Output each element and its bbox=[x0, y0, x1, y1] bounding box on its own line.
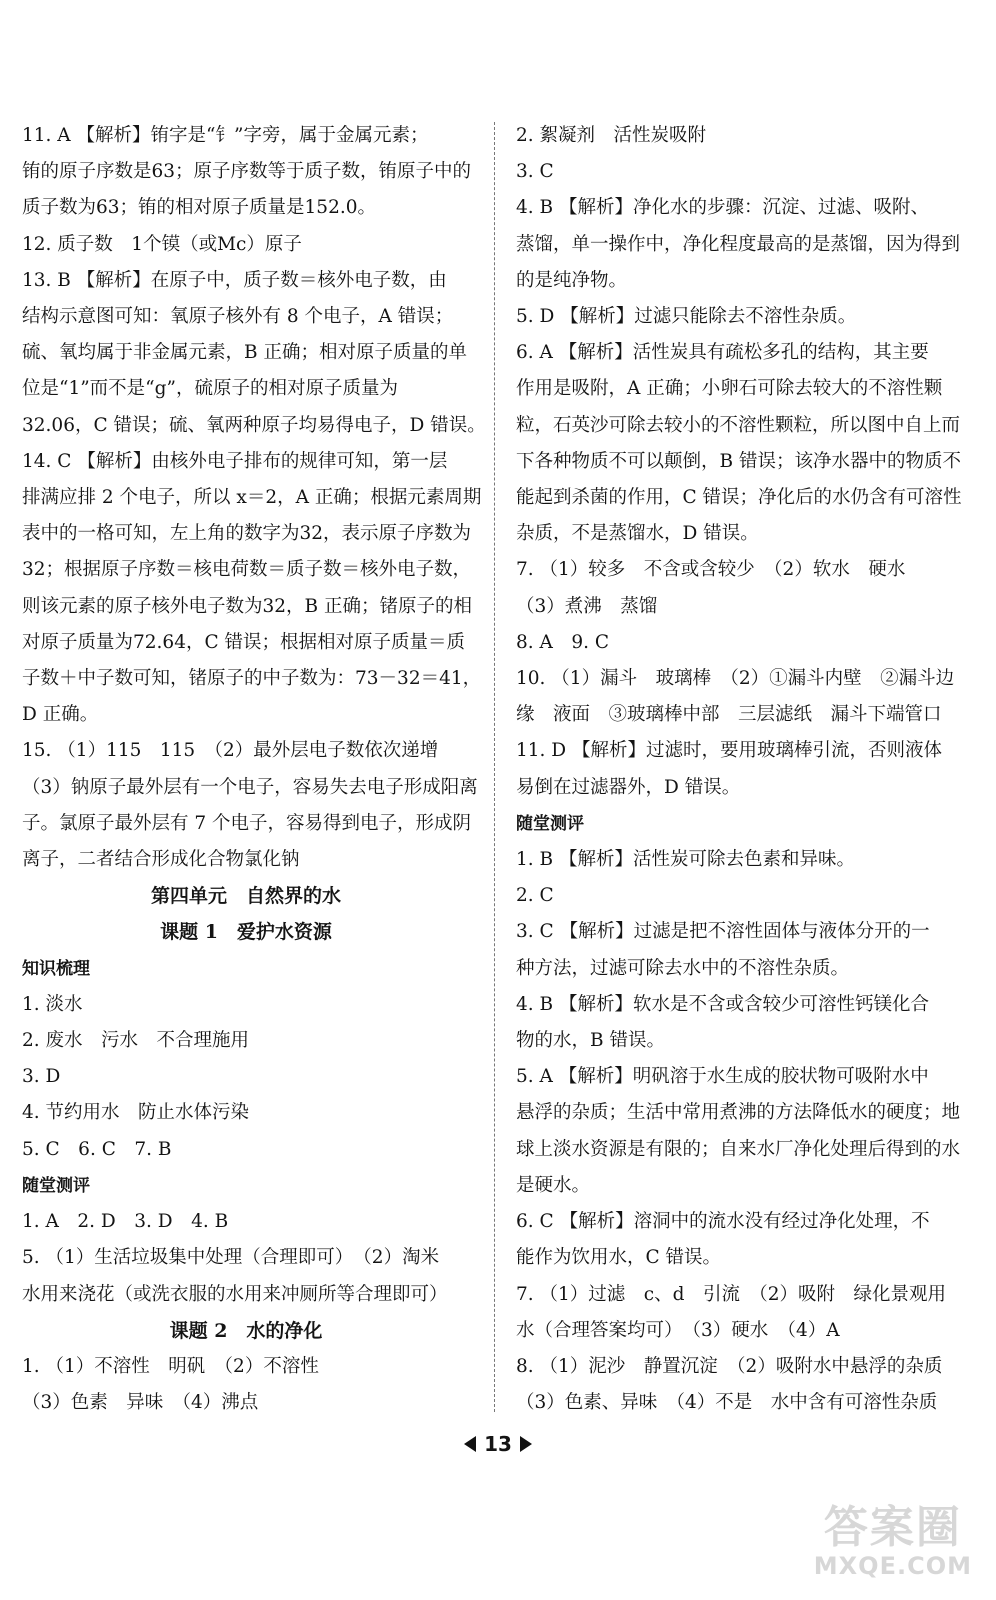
text-line: 3. D bbox=[22, 1066, 61, 1088]
text-line: 4. B 【解析】软水是不含或含较少可溶性钙镁化合 bbox=[516, 993, 930, 1015]
left-answers bbox=[22, 118, 486, 878]
right-quiz-answers bbox=[516, 842, 976, 1421]
unit-title: 第四单元 自然界的水 bbox=[150, 885, 341, 908]
text-line: 5. （1）生活垃圾集中处理（合理即可） （2）淘米 bbox=[22, 1247, 440, 1269]
right-quiz-heading: 随堂测评 bbox=[516, 813, 584, 834]
text-line: 缘 液面 ③玻璃棒中部 三层滤纸 漏斗下端管口 bbox=[516, 704, 942, 726]
text-line: D 正确。 bbox=[22, 704, 99, 726]
text-line: 对原子质量为72.64，C 错误；根据相对原子质量＝质 bbox=[22, 631, 465, 653]
text-line: （3）色素 异味 （4）沸点 bbox=[22, 1392, 259, 1414]
text-line: 11. D 【解析】过滤时，要用玻璃棒引流，否则液体 bbox=[516, 740, 943, 762]
right-answers bbox=[516, 118, 976, 806]
lesson2-answers bbox=[22, 1349, 470, 1421]
text-line: 作用是吸附，A 正确；小卵石可除去较大的不溶性颗 bbox=[516, 378, 943, 400]
watermark-logo bbox=[814, 1504, 972, 1580]
text-line: 位是“1”而不是“g”，硫原子的相对原子质量为 bbox=[22, 378, 398, 400]
text-line: 5. C 6. C 7. B bbox=[22, 1138, 172, 1160]
text-line: 1. （1）不溶性 明矾 （2）不溶性 bbox=[22, 1355, 319, 1377]
text-line: 蒸馏，单一操作中，净化程度最高的是蒸馏，因为得到 bbox=[516, 233, 961, 255]
watermark-line1: 答案圈 bbox=[823, 1502, 962, 1553]
text-line: 结构示意图可知：氧原子核外有 8 个电子，A 错误； bbox=[22, 306, 454, 328]
text-line: 水用来浇花（或洗衣服的水用来冲厕所等合理即可） bbox=[22, 1283, 448, 1305]
text-line: 下各种物质不可以颠倒，B 错误；该净水器中的物质不 bbox=[516, 450, 961, 472]
text-line: 物的水，B 错误。 bbox=[516, 1030, 665, 1052]
text-line: 4. B 【解析】净化水的步骤：沉淀、过滤、吸附、 bbox=[516, 197, 930, 219]
text-line: 7. （1）较多 不含或含较少 （2）软水 硬水 bbox=[516, 559, 906, 581]
text-line: 球上淡水资源是有限的；自来水厂净化处理后得到的水 bbox=[516, 1138, 961, 1160]
text-line: 1. 淡水 bbox=[22, 993, 83, 1015]
text-line: 子。氯原子最外层有 7 个电子，容易得到电子，形成阴 bbox=[22, 812, 472, 834]
lesson1-quiz-answers bbox=[22, 1204, 470, 1313]
text-line: 1. B 【解析】活性炭可除去色素和异味。 bbox=[516, 849, 856, 871]
text-line: 5. A 【解析】明矾溶于水生成的胶状物可吸附水中 bbox=[516, 1066, 929, 1088]
text-line: 12. 质子数 1个镆（或Mc）原子 bbox=[22, 233, 302, 255]
text-line: 种方法，过滤可除去水中的不溶性杂质。 bbox=[516, 957, 850, 979]
text-line: 子数＋中子数可知，锗原子的中子数为：73－32＝41， bbox=[22, 668, 482, 690]
text-line: 2. 絮凝剂 活性炭吸附 bbox=[516, 125, 707, 146]
text-line: 10. （1）漏斗 玻璃棒 （2）①漏斗内壁 ②漏斗边 bbox=[516, 668, 955, 690]
left-column bbox=[22, 118, 486, 1421]
text-line: 32；根据原子序数＝核电荷数＝质子数＝核外电子数， bbox=[22, 559, 472, 581]
text-line: 7. （1）过滤 c、d 引流 （2）吸附 绿化景观用 bbox=[516, 1283, 947, 1305]
text-line: 的是纯净物。 bbox=[516, 269, 628, 291]
text-line: 2. C bbox=[516, 885, 554, 907]
right-column bbox=[516, 118, 976, 1421]
text-line: 易倒在过滤器外，D 错误。 bbox=[516, 776, 741, 798]
section-knowledge-heading: 知识梳理 bbox=[22, 958, 90, 979]
text-line: 8. A 9. C bbox=[516, 631, 610, 653]
text-line: 则该元素的原子核外电子数为32，B 正确；锗原子的相 bbox=[22, 595, 473, 617]
column-divider bbox=[494, 122, 495, 1412]
text-line: （3）色素、异味 （4）不是 水中含有可溶性杂质 bbox=[516, 1392, 938, 1414]
text-line: 15. （1）115 115 （2）最外层电子数依次递增 bbox=[22, 740, 439, 762]
lesson1-answers bbox=[22, 987, 470, 1168]
text-line: 14. C 【解析】由核外电子排布的规律可知，第一层 bbox=[22, 450, 448, 472]
lesson2-title: 课题 2 水的净化 bbox=[169, 1319, 323, 1342]
watermark-line2: MXQE.COM bbox=[813, 1552, 972, 1580]
text-line: 能作为饮用水，C 错误。 bbox=[516, 1247, 722, 1269]
text-line: 6. A 【解析】活性炭具有疏松多孔的结构，其主要 bbox=[516, 342, 929, 364]
text-line: 悬浮的杂质；生活中常用煮沸的方法降低水的硬度；地 bbox=[516, 1102, 961, 1124]
text-line: 3. C bbox=[516, 161, 554, 183]
text-line: 离子，二者结合形成化合物氯化钠 bbox=[22, 849, 300, 871]
text-line: 13. B 【解析】在原子中，质子数＝核外电子数，由 bbox=[22, 269, 447, 291]
text-line: 质子数为63；铕的相对原子质量是152.0。 bbox=[22, 197, 377, 219]
prev-page-icon[interactable] bbox=[464, 1436, 476, 1452]
text-line: 1. A 2. D 3. D 4. B bbox=[22, 1211, 229, 1233]
text-line: 能起到杀菌的作用，C 错误；净化后的水仍含有可溶性 bbox=[516, 487, 962, 509]
text-line: 6. C 【解析】溶洞中的流水没有经过净化处理，不 bbox=[516, 1211, 930, 1233]
section-quiz-heading: 随堂测评 bbox=[22, 1175, 90, 1196]
text-line: 11. A 【解析】铕字是“钅”字旁，属于金属元素； bbox=[22, 125, 429, 146]
text-line: 32.06，C 错误；硫、氧两种原子均易得电子，D 错误。 bbox=[22, 414, 486, 436]
text-line: 表中的一格可知，左上角的数字为32，表示原子序数为 bbox=[22, 523, 472, 545]
text-line: （3）钠原子最外层有一个电子，容易失去电子形成阳离 bbox=[22, 776, 478, 798]
text-line: 排满应排 2 个电子，所以 x＝2，A 正确；根据元素周期 bbox=[22, 487, 482, 509]
text-line: 水（合理答案均可） （3）硬水 （4）A bbox=[516, 1319, 840, 1341]
text-line: 杂质，不是蒸馏水，D 错误。 bbox=[516, 523, 759, 545]
text-line: 粒，石英沙可除去较小的不溶性颗粒，所以图中自上而 bbox=[516, 414, 961, 436]
page-number: 13 bbox=[484, 1432, 512, 1456]
text-line: 5. D 【解析】过滤只能除去不溶性杂质。 bbox=[516, 306, 857, 328]
text-line: （3）煮沸 蒸馏 bbox=[516, 595, 658, 617]
text-line: 铕的原子序数是63；原子序数等于质子数，铕原子中的 bbox=[22, 161, 472, 183]
text-line: 是硬水。 bbox=[516, 1174, 591, 1196]
text-line: 4. 节约用水 防止水体污染 bbox=[22, 1102, 250, 1124]
page-navigation bbox=[0, 1432, 996, 1456]
text-line: 硫、氧均属于非金属元素，B 正确；相对原子质量的单 bbox=[22, 342, 467, 364]
text-line: 8. （1）泥沙 静置沉淀 （2）吸附水中悬浮的杂质 bbox=[516, 1355, 943, 1377]
text-line: 2. 废水 污水 不合理施用 bbox=[22, 1030, 250, 1052]
next-page-icon[interactable] bbox=[520, 1436, 532, 1452]
lesson1-title: 课题 1 爱护水资源 bbox=[160, 921, 332, 944]
text-line: 3. C 【解析】过滤是把不溶性固体与液体分开的一 bbox=[516, 921, 930, 943]
